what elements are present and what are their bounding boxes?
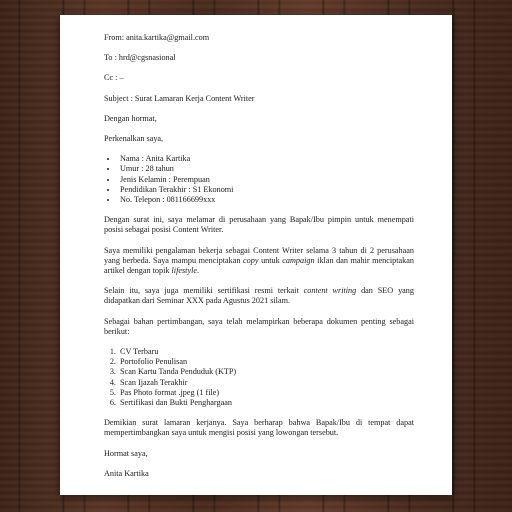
bio-item-age: • Umur : 28 tahun [118, 164, 414, 174]
document-item: 1. CV Terbaru [118, 347, 414, 357]
closing-salutation: Hormat saya, [104, 448, 148, 458]
paragraph-experience: Saya memiliki pengalaman bekerja sebagai Content Writer selama 3 tahun di 2 perusahaan yang berbeda. Saya mampu menciptakan copy untuk campaign iklan dan mahir menciptakan artikel dengan topik lifestyle. [104, 245, 414, 276]
greeting: Dengan hormat, [104, 113, 157, 123]
letter-paper [60, 15, 452, 495]
bio-item-phone: • No. Telepon : 081166699xxx [118, 195, 414, 205]
documents-list [104, 347, 414, 408]
from-line: From: anita.kartika@gmail.com [104, 33, 210, 42]
document-item: 3. Scan Kartu Tanda Penduduk (KTP) [118, 367, 414, 377]
bio-item-education: • Pendidikan Terakhir : S1 Ekonomi [118, 185, 414, 195]
paragraph-closing: Demikian surat lamaran kerjanya. Saya berharap bahwa Bapak/Ibu di tempat dapat mempertimbangkan saya untuk mengisi posisi yang lowongan tersebut. [104, 418, 414, 438]
paragraph-certification: Selain itu, saya juga memiliki sertifikasi resmi terkait content writing dan SEO yang didapatkan dari Seminar XXX pada Agustus 2021 silam. [104, 286, 414, 306]
document-item: 2. Portofolio Penulisan [118, 357, 414, 367]
paragraph-application: Dengan surat ini, saya melamar di perusahaan yang Bapak/Ibu pimpin untuk menempati posisi sebagai posisi Content Writer. [104, 215, 414, 235]
intro: Perkenalkan saya, [104, 134, 164, 144]
bio-list [104, 154, 414, 205]
paragraph-attachments: Sebagai bahan pertimbangan, saya telah melampirkan beberapa dokumen penting sebagai berikut: [104, 316, 414, 336]
to-line: To : hrd@cgsnasional [104, 53, 176, 63]
bio-item-gender: • Jenis Kelamin : Perempuan [118, 175, 414, 185]
document-item: 5. Pas Photo format .jpeg (1 file) [118, 388, 414, 398]
document-item: 6. Sertifikasi dan Bukti Penghargaan [118, 398, 414, 408]
cc-line: Cc : – [104, 73, 124, 83]
letter-body [104, 33, 414, 479]
bio-item-name: • Nama : Anita Kartika [118, 154, 414, 164]
document-item: 4. Scan Ijazah Terakhir [118, 378, 414, 388]
signature-name: Anita Kartika [104, 468, 149, 478]
subject-line: Subject : Surat Lamaran Kerja Content Writer [104, 93, 255, 103]
